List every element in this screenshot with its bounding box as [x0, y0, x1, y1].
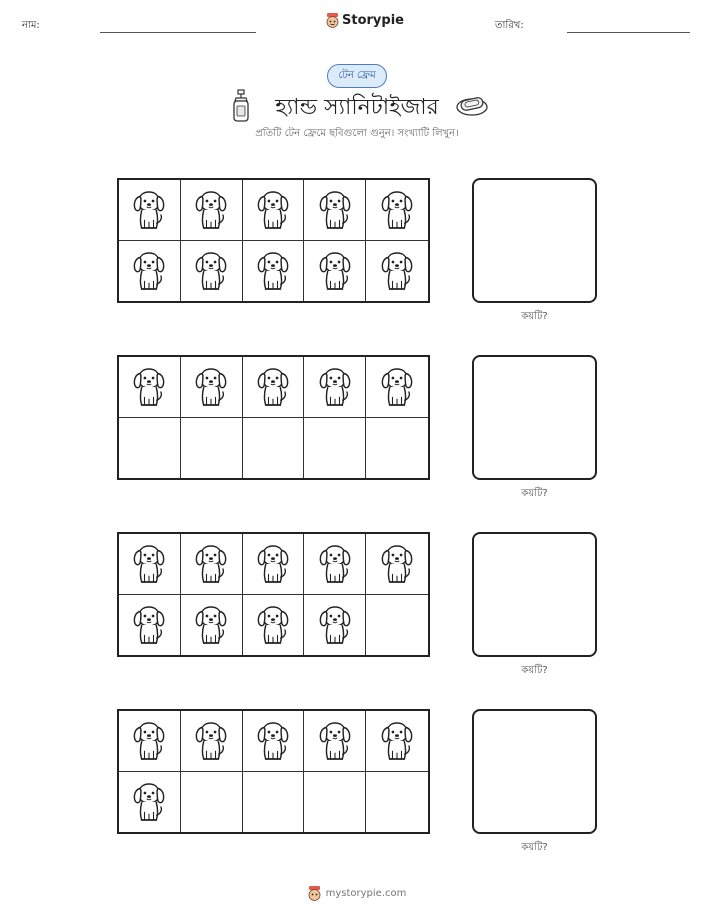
- date-line[interactable]: [567, 32, 690, 33]
- ten-frame-cell: [304, 772, 366, 833]
- ten-frame-cell: [119, 180, 181, 241]
- puppy-icon: [193, 720, 229, 762]
- puppy-icon: [255, 604, 291, 646]
- puppy-icon: [131, 250, 167, 292]
- ten-frame-cell: [243, 241, 305, 302]
- ten-frame-cell: [304, 357, 366, 418]
- soap-bar-icon: [455, 93, 489, 117]
- puppy-icon: [193, 366, 229, 408]
- footer: [0, 886, 714, 901]
- ten-frame-cell: [119, 711, 181, 772]
- ten-frame-cell: [243, 357, 305, 418]
- ten-frame-cell: [181, 772, 243, 833]
- ten-frame-cell: [366, 534, 428, 595]
- puppy-icon: [193, 604, 229, 646]
- question-label: কয়টি?: [521, 842, 548, 853]
- puppy-icon: [255, 366, 291, 408]
- ten-frame-cell: [304, 595, 366, 656]
- brand-name: Storypie: [342, 13, 404, 28]
- puppy-icon: [193, 250, 229, 292]
- footer-url: mystorypie.com: [325, 888, 407, 899]
- ten-frame-cell: [304, 534, 366, 595]
- ten-frame-cell: [119, 241, 181, 302]
- question-label: কয়টি?: [521, 488, 548, 499]
- answer-box[interactable]: [472, 355, 597, 480]
- ten-frame: [117, 355, 430, 480]
- puppy-icon: [131, 604, 167, 646]
- puppy-icon: [131, 189, 167, 231]
- puppy-icon: [379, 720, 415, 762]
- ten-frame: [117, 178, 430, 303]
- puppy-icon: [317, 720, 353, 762]
- ten-frame-cell: [119, 357, 181, 418]
- ten-frame-cell: [243, 711, 305, 772]
- ten-frame: [117, 709, 430, 834]
- puppy-icon: [255, 720, 291, 762]
- instructions: প্রতিটি টেন ফ্রেমে ছবিগুলো গুনুন। সংখ্যাটি লিখুন।: [255, 128, 459, 139]
- puppy-icon: [317, 543, 353, 585]
- puppy-icon: [317, 189, 353, 231]
- puppy-icon: [317, 366, 353, 408]
- storypie-logo-icon: [326, 13, 339, 28]
- date-label: তারিখ:: [495, 20, 524, 31]
- ten-frame-cell: [181, 241, 243, 302]
- puppy-icon: [379, 366, 415, 408]
- puppy-icon: [131, 366, 167, 408]
- puppy-icon: [255, 543, 291, 585]
- ten-frame-cell: [181, 711, 243, 772]
- ten-frame-cell: [366, 180, 428, 241]
- ten-frame-cell: [181, 595, 243, 656]
- ten-frame-cell: [304, 241, 366, 302]
- brand: [326, 13, 404, 28]
- ten-frame-cell: [366, 772, 428, 833]
- ten-frame-cell: [181, 534, 243, 595]
- puppy-icon: [131, 543, 167, 585]
- ten-frame-cell: [119, 772, 181, 833]
- ten-frame-cell: [119, 595, 181, 656]
- page-title: হ্যান্ড স্যানিটাইজার: [275, 95, 439, 120]
- puppy-icon: [379, 189, 415, 231]
- answer-box[interactable]: [472, 532, 597, 657]
- name-label: নাম:: [22, 20, 40, 31]
- ten-frame-cell: [366, 241, 428, 302]
- ten-frame-cell: [304, 418, 366, 479]
- ten-frame-cell: [366, 357, 428, 418]
- puppy-icon: [379, 543, 415, 585]
- puppy-icon: [131, 781, 167, 823]
- puppy-icon: [131, 720, 167, 762]
- ten-frame-cell: [366, 418, 428, 479]
- puppy-icon: [193, 543, 229, 585]
- ten-frame-cell: [119, 534, 181, 595]
- ten-frame: [117, 532, 430, 657]
- puppy-icon: [255, 189, 291, 231]
- ten-frame-cell: [181, 180, 243, 241]
- ten-frame-cell: [366, 711, 428, 772]
- ten-frame-cell: [119, 418, 181, 479]
- ten-frame-cell: [243, 772, 305, 833]
- name-line[interactable]: [100, 32, 256, 33]
- ten-frame-cell: [181, 357, 243, 418]
- storypie-logo-icon: [308, 886, 321, 901]
- ten-frame-cell: [181, 418, 243, 479]
- answer-box[interactable]: [472, 709, 597, 834]
- puppy-icon: [317, 250, 353, 292]
- puppy-icon: [379, 250, 415, 292]
- ten-frame-cell: [366, 595, 428, 656]
- puppy-icon: [255, 250, 291, 292]
- puppy-icon: [317, 604, 353, 646]
- category-tag: টেন ফ্রেম: [327, 64, 387, 88]
- ten-frame-cell: [304, 711, 366, 772]
- ten-frame-cell: [304, 180, 366, 241]
- ten-frame-cell: [243, 595, 305, 656]
- answer-box[interactable]: [472, 178, 597, 303]
- puppy-icon: [193, 189, 229, 231]
- ten-frame-cell: [243, 180, 305, 241]
- question-label: কয়টি?: [521, 311, 548, 322]
- question-label: কয়টি?: [521, 665, 548, 676]
- ten-frame-cell: [243, 418, 305, 479]
- ten-frame-cell: [243, 534, 305, 595]
